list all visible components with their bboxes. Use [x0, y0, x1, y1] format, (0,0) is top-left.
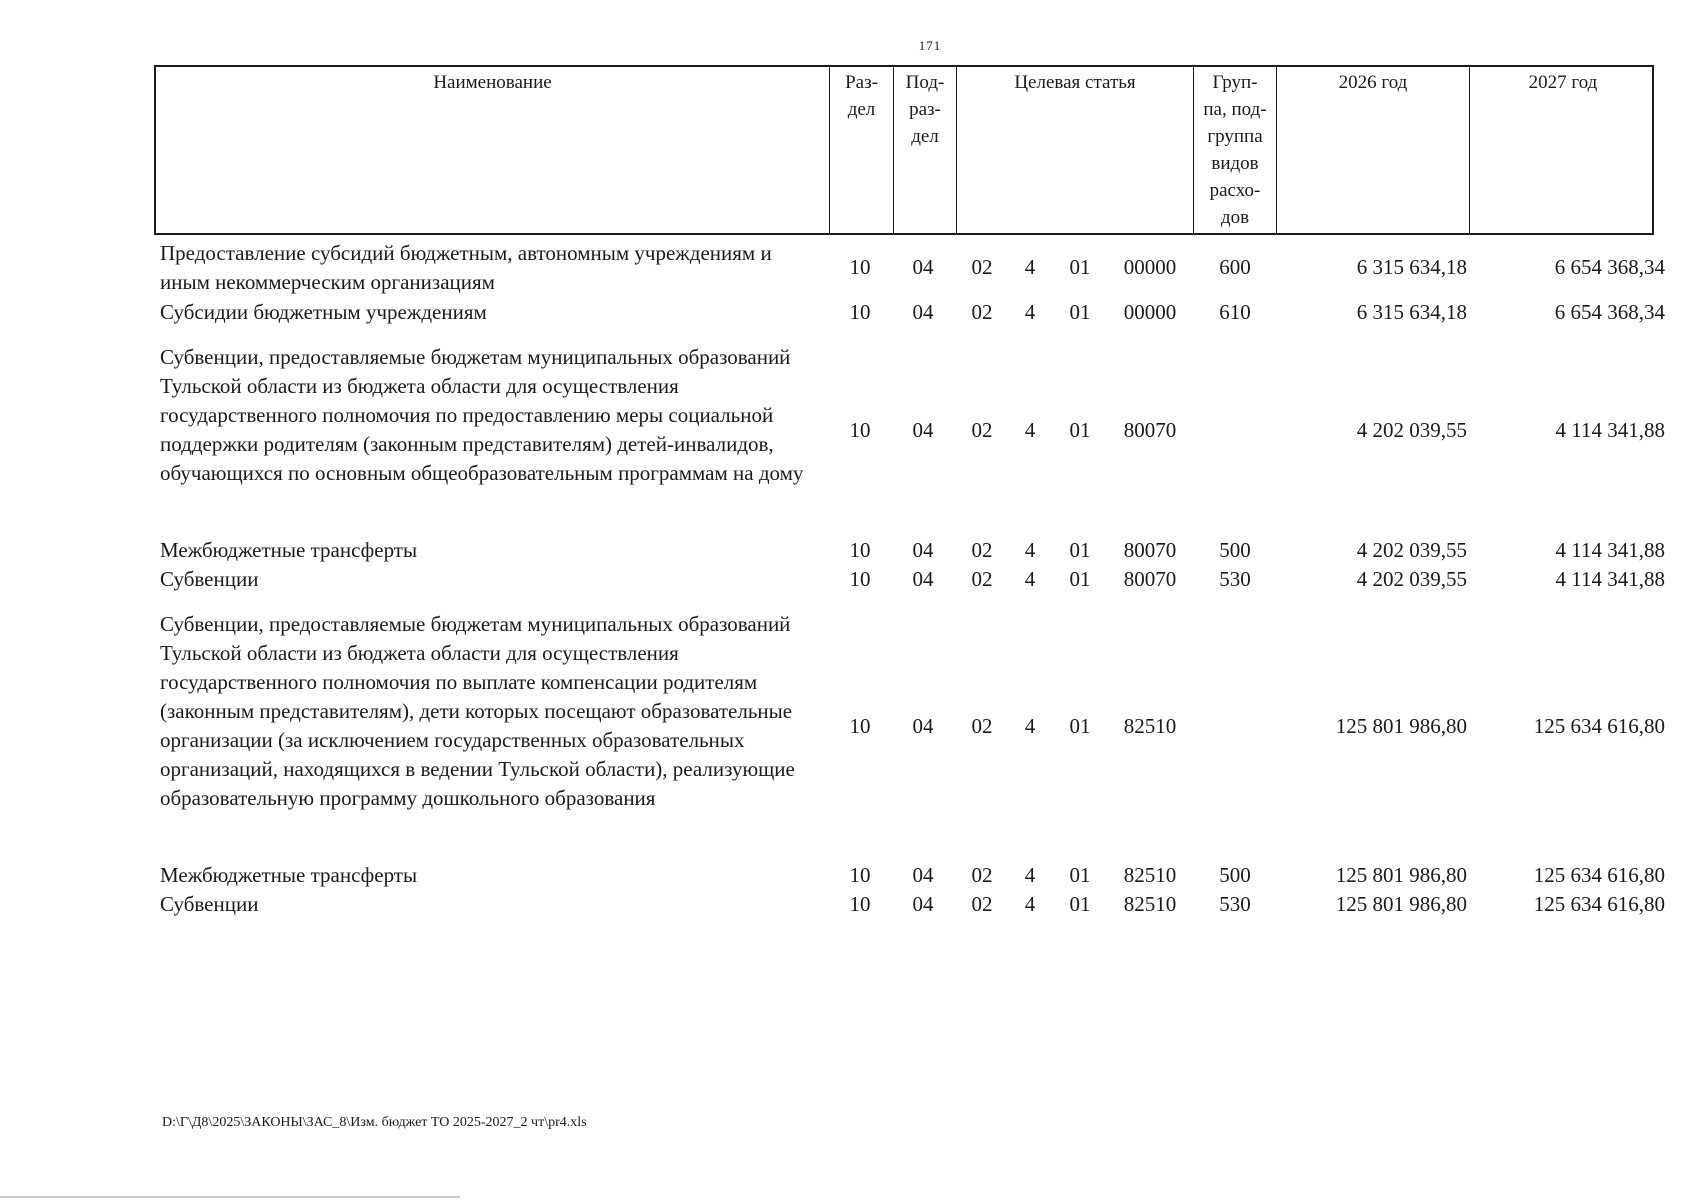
header-name: Наименование	[433, 72, 552, 93]
row-group: 600	[1219, 255, 1251, 279]
row-target-4: 80070	[1123, 538, 1177, 562]
row-target-4: 00000	[1123, 255, 1177, 279]
row-target-1: 02	[971, 418, 993, 442]
file-path-footer: D:\Г\Д8\2025\ЗАКОНЫ\ЗАС_8\Изм. бюджет ТО 2025-2027_2 чт\pr4.xls	[162, 1115, 587, 1130]
scan-edge-line	[0, 1196, 460, 1198]
header-year-2026: 2026 год	[1276, 67, 1469, 233]
header-podrazdel: Под- раз- дел	[893, 67, 956, 233]
row-target-3: 01	[1069, 300, 1091, 324]
row-name: Предоставление субсидий бюджетным, автономным учреждениям и иным некоммерческим организациям	[160, 241, 772, 294]
row-target-4: 80070	[1123, 418, 1177, 442]
row-2027: 6 654 368,34	[1554, 300, 1665, 324]
row-target-3: 01	[1069, 714, 1091, 738]
row-target-1: 02	[971, 892, 993, 916]
row-2027: 125 634 616,80	[1533, 714, 1665, 738]
row-podrazdel: 04	[912, 892, 934, 916]
row-target-2: 4	[1024, 300, 1036, 324]
row-target-1: 02	[971, 714, 993, 738]
row-target-1: 02	[971, 255, 993, 279]
row-group: 610	[1219, 300, 1251, 324]
row-razdel: 10	[849, 567, 871, 591]
row-target-1: 02	[971, 863, 993, 887]
row-target-2: 4	[1024, 863, 1036, 887]
row-2026: 4 202 039,55	[1356, 418, 1467, 442]
table-row	[0, 298, 1696, 328]
row-razdel: 10	[849, 418, 871, 442]
row-2027: 4 114 341,88	[1555, 567, 1665, 591]
row-podrazdel: 04	[912, 538, 934, 562]
row-2026: 6 315 634,18	[1356, 255, 1467, 279]
header-expense-group: Груп- па, под- группа видов расхо- дов	[1193, 67, 1276, 233]
row-group: 500	[1219, 538, 1251, 562]
row-target-4: 00000	[1123, 300, 1177, 324]
row-group: 530	[1219, 567, 1251, 591]
row-target-4: 82510	[1123, 863, 1177, 887]
row-group: 530	[1219, 892, 1251, 916]
table-row	[0, 239, 1696, 297]
row-target-2: 4	[1024, 418, 1036, 442]
row-name: Межбюджетные трансферты	[160, 863, 418, 887]
row-name: Субсидии бюджетным учреждениям	[160, 300, 487, 324]
row-2027: 4 114 341,88	[1555, 538, 1665, 562]
row-target-1: 02	[971, 567, 993, 591]
row-2026: 6 315 634,18	[1356, 300, 1467, 324]
table-row	[0, 861, 1696, 891]
row-razdel: 10	[849, 714, 871, 738]
row-2027: 125 634 616,80	[1533, 892, 1665, 916]
row-podrazdel: 04	[912, 863, 934, 887]
row-razdel: 10	[849, 255, 871, 279]
row-target-2: 4	[1024, 892, 1036, 916]
row-2027: 6 654 368,34	[1554, 255, 1665, 279]
table-row	[0, 565, 1696, 595]
row-target-3: 01	[1069, 418, 1091, 442]
row-target-2: 4	[1024, 538, 1036, 562]
row-target-4: 82510	[1123, 892, 1177, 916]
row-podrazdel: 04	[912, 714, 934, 738]
row-2026: 125 801 986,80	[1335, 863, 1467, 887]
row-target-3: 01	[1069, 255, 1091, 279]
header-year-2027: 2027 год	[1469, 67, 1656, 233]
row-target-3: 01	[1069, 567, 1091, 591]
row-2027: 125 634 616,80	[1533, 863, 1665, 887]
table-row	[0, 890, 1696, 920]
row-target-2: 4	[1024, 255, 1036, 279]
row-razdel: 10	[849, 538, 871, 562]
row-podrazdel: 04	[912, 418, 934, 442]
row-target-3: 01	[1069, 538, 1091, 562]
row-razdel: 10	[849, 300, 871, 324]
row-2026: 125 801 986,80	[1335, 892, 1467, 916]
row-2026: 4 202 039,55	[1356, 567, 1467, 591]
row-name: Субвенции	[160, 892, 259, 916]
row-name: Субвенции	[160, 567, 259, 591]
page-number: 171	[918, 38, 942, 53]
row-target-3: 01	[1069, 892, 1091, 916]
row-2026: 4 202 039,55	[1356, 538, 1467, 562]
row-2026: 125 801 986,80	[1335, 714, 1467, 738]
row-target-1: 02	[971, 538, 993, 562]
row-podrazdel: 04	[912, 255, 934, 279]
row-target-1: 02	[971, 300, 993, 324]
header-target-article: Целевая статья	[956, 67, 1193, 233]
table-row	[0, 610, 1696, 845]
table-row	[0, 343, 1696, 519]
table-row	[0, 536, 1696, 566]
header-razdel: Раз- дел	[829, 67, 893, 233]
row-target-2: 4	[1024, 714, 1036, 738]
row-target-4: 80070	[1123, 567, 1177, 591]
row-razdel: 10	[849, 863, 871, 887]
table-header	[154, 65, 1654, 235]
row-target-4: 82510	[1123, 714, 1177, 738]
row-2027: 4 114 341,88	[1555, 418, 1665, 442]
row-podrazdel: 04	[912, 567, 934, 591]
row-target-3: 01	[1069, 863, 1091, 887]
row-name: Субвенции, предоставляемые бюджетам муниципальных образований Тульской области из бюджета области для осуществления государственного полномочия по выплате компенсации родителям (законным представителям), дети которых посещают образовательные организации (за исключением государственных образовательных организаций, находящихся в ведении Тульской области), реализующие образовательную программу дошкольного образования	[160, 612, 795, 810]
row-podrazdel: 04	[912, 300, 934, 324]
row-razdel: 10	[849, 892, 871, 916]
row-name: Межбюджетные трансферты	[160, 538, 418, 562]
row-target-2: 4	[1024, 567, 1036, 591]
row-group: 500	[1219, 863, 1251, 887]
row-name: Субвенции, предоставляемые бюджетам муниципальных образований Тульской области из бюджета области для осуществления государственного полномочия по предоставлению меры социальной поддержки родителям (законным представителям) детей-инвалидов, обучающихся по основным общеобразовательным программам на дому	[160, 345, 804, 485]
